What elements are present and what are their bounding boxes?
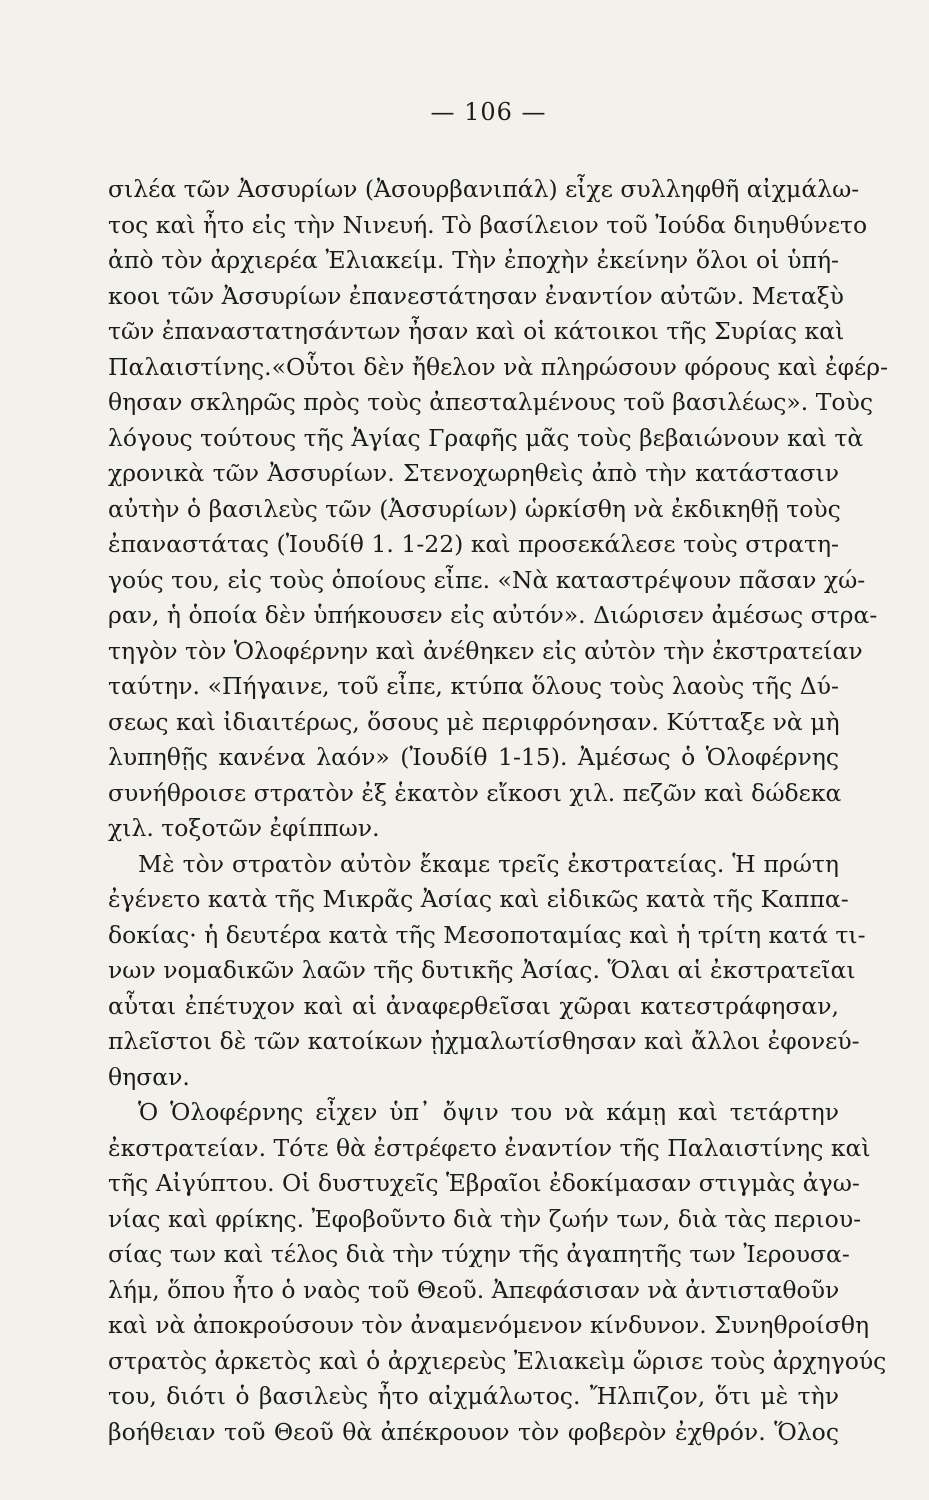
text-line: ἐγένετο κατὰ τῆς Μικρᾶς Ἀσίας καὶ εἰδικῶς κατὰ τῆς Καππα- <box>108 885 849 913</box>
text-line: καὶ νὰ ἀποκρούσουν τὸν ἀναμενόμενον κίνδυνον. Συνηθροίσθη <box>108 1311 870 1339</box>
text-line: λυπηθῇς κανένα λαόν» (Ἰουδίθ 1-15). Ἀμέσως ὁ Ὁλοφέρνης <box>108 743 839 771</box>
text-line: νων νομαδικῶν λαῶν τῆς δυτικῆς Ἀσίας. Ὅλαι αἱ ἐκστρατεῖαι <box>108 956 856 984</box>
text-line: Ὁ Ὁλοφέρνης εἶχεν ὑπ᾽ ὄψιν του νὰ κάμῃ καὶ τετάρτην <box>138 1098 839 1126</box>
text-line: ραν, ἡ ὁποία δὲν ὑπήκουσεν εἰς αὐτόν». Διώρισεν ἀμέσως στρα- <box>108 601 878 629</box>
text-line: τῶν ἐπαναστατησάντων ἦσαν καὶ οἱ κάτοικοι τῆς Συρίας καὶ <box>108 317 845 345</box>
text-line: ἀπὸ τὸν ἀρχιερέα Ἐλιακείμ. Τὴν ἐποχὴν ἐκείνην ὅλοι οἱ ὑπή- <box>108 246 839 274</box>
text-line: Μὲ τὸν στρατὸν αὐτὸν ἔκαμε τρεῖς ἐκστρατείας. Ἡ πρώτη <box>138 849 839 878</box>
text-line: ἐκστρατείαν. Τότε θὰ ἐστρέφετο ἐναντίον τῆς Παλαιστίνης καὶ <box>108 1133 871 1162</box>
text-line: κοοι τῶν Ἀσσυρίων ἐπανεστάτησαν ἐναντίον αὐτῶν. Μεταξὺ <box>108 281 844 310</box>
text-line: σεως καὶ ἰδιαιτέρως, ὅσους μὲ περιφρόνησαν. Κύτταξε νὰ μὴ <box>108 707 840 736</box>
text-body <box>108 172 889 1450</box>
text-line: τηγὸν τὸν Ὁλοφέρνην καὶ ἀνέθηκεν εἰς αὐτὸν τὴν ἐκστρατείαν <box>108 636 863 665</box>
text-line: χρονικὰ τῶν Ἀσσυρίων. Στενοχωρηθεὶς ἀπὸ τὴν κατάστασιν <box>108 459 839 487</box>
text-line: γούς του, εἰς τοὺς ὁποίους εἶπε. «Νὰ καταστρέψουν πᾶσαν χώ- <box>108 565 866 594</box>
text-line: στρατὸς ἀρκετὸς καὶ ὁ ἀρχιερεὺς Ἐλιακεὶμ ὥρισε τοὺς ἀρχηγούς <box>108 1346 887 1375</box>
text-line: λήμ, ὅπου ἦτο ὁ ναὸς τοῦ Θεοῦ. Ἀπεφάσισαν νὰ ἀντισταθοῦν <box>108 1275 840 1304</box>
page-number: — 106 — <box>430 98 547 126</box>
text-line: του, διότι ὁ βασιλεὺς ἦτο αἰχμάλωτος. Ἤλπιζον, ὅτι μὲ τὴν <box>108 1382 839 1410</box>
text-line: πλεῖστοι δὲ τῶν κατοίκων ᾐχμαλωτίσθησαν καὶ ἄλλοι ἐφονεύ- <box>108 1027 860 1055</box>
text-line: σίας των καὶ τέλος διὰ τὴν τύχην τῆς ἀγαπητῆς των Ἰερουσα- <box>108 1240 850 1268</box>
text-line: βοήθειαν τοῦ Θεοῦ θὰ ἀπέκρουον τὸν φοβερὸν ἐχθρόν. Ὅλος <box>108 1417 839 1446</box>
text-line: τος καὶ ἦτο εἰς τὴν Νινευή. Τὸ βασίλειον τοῦ Ἰούδα διηυθύνετο <box>108 210 868 239</box>
text-line: χιλ. τοξοτῶν ἐφίππων. <box>108 814 380 842</box>
text-line: θησαν. <box>108 1062 190 1091</box>
text-line: αὗται ἐπέτυχον καὶ αἱ ἀναφερθεῖσαι χῶραι κατεστράφησαν, <box>108 991 839 1020</box>
text-line: θησαν σκληρῶς πρὸς τοὺς ἀπεσταλμένους τοῦ βασιλέως». Τοὺς <box>108 388 874 416</box>
text-line: σιλέα τῶν Ἀσσυρίων (Ἀσουρβανιπάλ) εἶχε συλληφθῆ αἰχμάλω- <box>108 175 860 203</box>
text-line: λόγους τούτους τῆς Ἁγίας Γραφῆς μᾶς τοὺς βεβαιώνουν καὶ τὰ <box>108 423 864 452</box>
text-line: ἐπαναστάτας (Ἰουδίθ 1. 1-22) καὶ προσεκάλεσε τοὺς στρατη- <box>108 530 839 558</box>
text-line: δοκίας· ἡ δευτέρα κατὰ τῆς Μεσοποταμίας καὶ ἡ τρίτη κατά τι- <box>108 920 866 949</box>
text-line: ταύτην. «Πήγαινε, τοῦ εἶπε, κτύπα ὅλους τοὺς λαοὺς τῆς Δύ- <box>108 672 839 700</box>
text-line: αὐτὴν ὁ βασιλεὺς τῶν (Ἀσσυρίων) ὡρκίσθη νὰ ἐκδικηθῇ τοὺς <box>108 494 841 523</box>
text-line: τῆς Αἰγύπτου. Οἱ δυστυχεῖς Ἑβραῖοι ἐδοκίμασαν στιγμὰς ἀγω- <box>108 1169 860 1197</box>
text-line: συνήθροισε στρατὸν ἐξ ἑκατὸν εἴκοσι χιλ. πεζῶν καὶ δώδεκα <box>108 778 842 807</box>
text-line: Παλαιστίνης.«Οὗτοι δὲν ἤθελον νὰ πληρώσουν φόρους καὶ ἐφέρ- <box>108 352 889 381</box>
text-line: νίας καὶ φρίκης. Ἐφοβοῦντο διὰ τὴν ζωήν των, διὰ τὰς περιου- <box>108 1204 862 1233</box>
